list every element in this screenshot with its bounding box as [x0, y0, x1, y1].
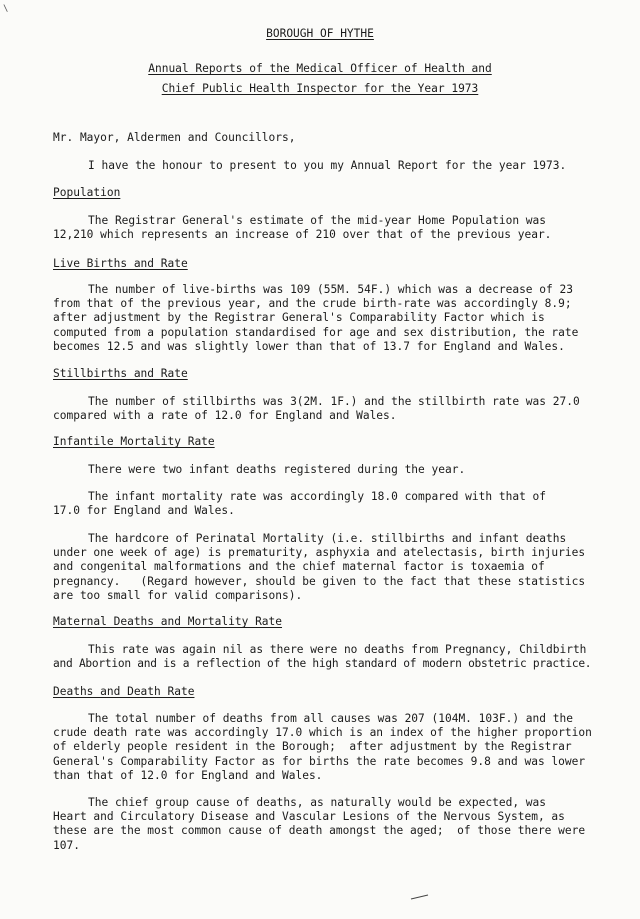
- text-line: The infant mortality rate was accordingly 18.0 compared with that of: [88, 490, 547, 503]
- text-line: The hardcore of Perinatal Mortality (i.e. stillbirths and infant deaths: [88, 532, 567, 545]
- borough-title: BOROUGH OF HYTHE: [266, 27, 374, 40]
- infantile-paragraph-1: [53, 463, 628, 477]
- text-line: There were two infant deaths registered during the year.: [88, 463, 466, 476]
- text-line: 107.: [53, 838, 80, 852]
- text-line: General's Comparability Factor as for births the rate becomes 9.8 and was lower: [53, 754, 586, 768]
- live-births-paragraph: [53, 283, 628, 354]
- scan-speck: \: [3, 4, 9, 14]
- infantile-paragraph-2: [53, 490, 628, 518]
- intro-paragraph: I have the honour to present to you my Annual Report for the year 1973.: [88, 159, 567, 172]
- text-line: 17.0 for England and Wales.: [53, 504, 235, 518]
- text-line: of elderly people resident in the Borough; after adjustment by the Registrar: [53, 740, 572, 754]
- heading-live-births: Live Births and Rate: [53, 257, 188, 270]
- text-line: from that of the previous year, and the crude birth-rate was accordingly 8.9;: [53, 297, 572, 311]
- scan-mark: [410, 892, 430, 902]
- text-line: becomes 12.5 and was slightly lower than that of 13.7 for England and Wales.: [53, 339, 565, 353]
- heading-stillbirths: Stillbirths and Rate: [53, 367, 188, 380]
- text-line: The number of stillbirths was 3(2M. 1F.) and the stillbirth rate was 27.0: [88, 395, 580, 408]
- text-line: computed from a population standardised for age and sex distribution, the rate: [53, 325, 579, 339]
- text-line: and congenital malformations and the chief maternal factor is toxaemia of: [53, 560, 545, 574]
- maternal-paragraph: [53, 643, 628, 671]
- heading-population: Population: [53, 186, 121, 199]
- text-line: are too small for valid comparisons).: [53, 588, 303, 602]
- text-line: these are the most common cause of death amongst the aged; of those there were: [53, 824, 586, 838]
- text-line: compared with a rate of 12.0 for England and Wales.: [53, 409, 397, 423]
- text-line: pregnancy. (Regard however, should be given to the fact that these statistics: [53, 574, 586, 588]
- text-line: and Abortion and is a reflection of the high standard of modern obstetric practice.: [53, 657, 592, 671]
- heading-deaths: Deaths and Death Rate: [53, 685, 195, 698]
- text-line: This rate was again nil as there were no deaths from Pregnancy, Childbirth: [88, 643, 587, 656]
- heading-maternal-deaths: Maternal Deaths and Mortality Rate: [53, 615, 283, 628]
- text-line: The Registrar General's estimate of the mid-year Home Population was: [88, 214, 547, 227]
- heading-infantile-mortality: Infantile Mortality Rate: [53, 435, 215, 448]
- text-line: 12,210 which represents an increase of 210 over that of the previous year.: [53, 228, 552, 242]
- population-paragraph: [53, 214, 628, 242]
- text-line: The chief group cause of deaths, as naturally would be expected, was: [88, 796, 547, 809]
- infantile-paragraph-3: [53, 532, 628, 603]
- text-line: The total number of deaths from all causes was 207 (104M. 103F.) and the: [88, 712, 573, 725]
- text-line: Heart and Circulatory Disease and Vascular Lesions of the Nervous System, as: [53, 810, 565, 824]
- text-line: crude death rate was accordingly 17.0 which is an index of the higher proportion: [53, 726, 592, 740]
- salutation: Mr. Mayor, Aldermen and Councillors,: [53, 131, 296, 144]
- text-line: after adjustment by the Registrar General's Comparability Factor which is: [53, 311, 545, 325]
- stillbirths-paragraph: [53, 395, 628, 423]
- report-title-line-2: Chief Public Health Inspector for the Year 1973: [161, 82, 479, 95]
- text-line: The number of live-births was 109 (55M. 54F.) which was a decrease of 23: [88, 283, 573, 296]
- deaths-paragraph-2: [53, 796, 628, 853]
- text-line: than that of 12.0 for England and Wales.: [53, 768, 323, 782]
- deaths-paragraph-1: [53, 712, 628, 783]
- report-title-line-1: Annual Reports of the Medical Officer of Health and: [148, 62, 492, 75]
- text-line: under one week of age) is prematurity, asphyxia and atelectasis, birth injuries: [53, 546, 586, 560]
